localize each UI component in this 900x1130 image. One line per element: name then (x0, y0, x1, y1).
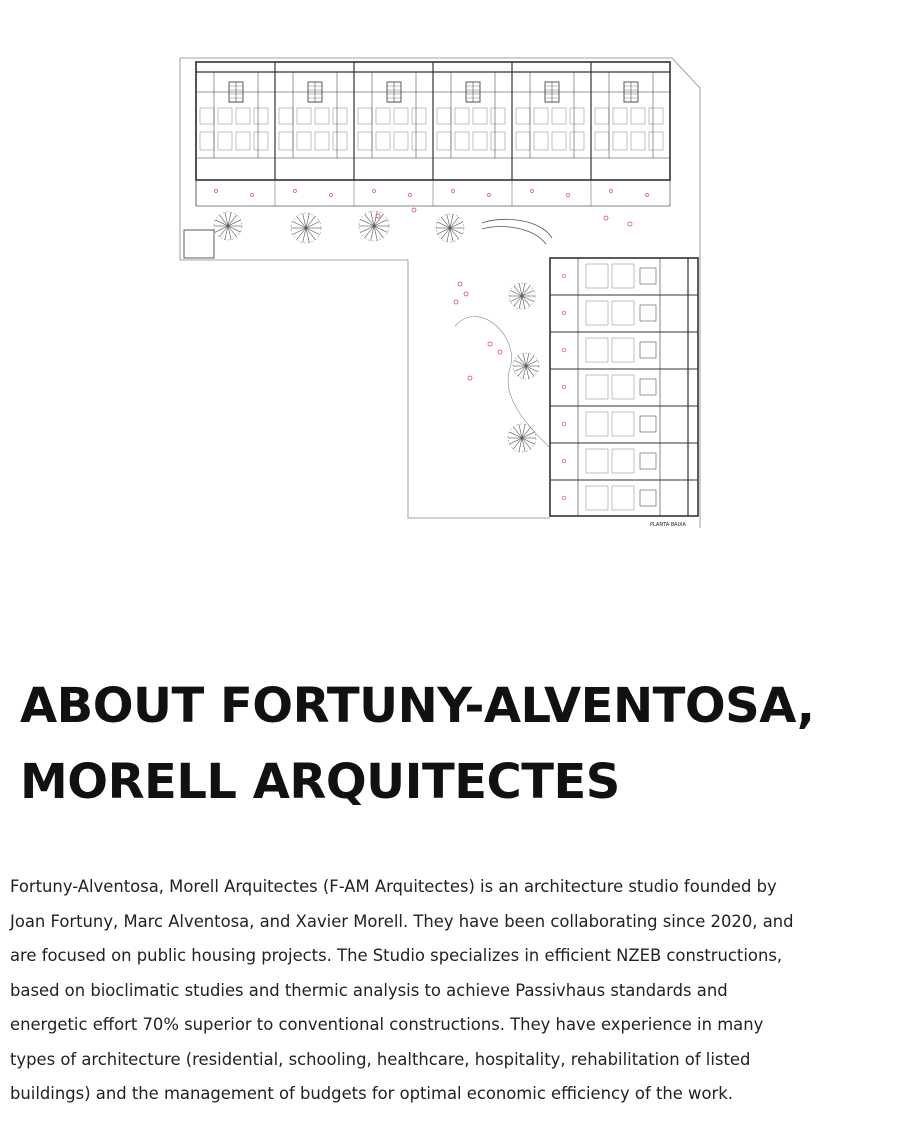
description-line: are focused on public housing projects. The Studio specializes in efficient NZEB constructions, (10, 946, 783, 965)
description-line: buildings) and the management of budgets for optimal economic efficiency of the work. (10, 1084, 733, 1103)
description-line: Fortuny-Alventosa, Morell Arquitectes (F-AM Arquitectes) is an architecture studio founded by (10, 877, 777, 896)
description-line: based on bioclimatic studies and thermic analysis to achieve Passivhaus standards and (10, 980, 728, 1000)
description-line: energetic effort 70% superior to conventional constructions. They have experience in many (10, 1015, 764, 1034)
description-line: Joan Fortuny, Marc Alventosa, and Xavier Morell. They have been collaborating since 2020, and (10, 911, 794, 931)
studio-description (10, 870, 892, 1112)
drawing-caption: PLANTA BAIXA (650, 522, 686, 528)
description-line: types of architecture (residential, schooling, healthcare, hospitality, rehabilitation of listed (10, 1049, 751, 1069)
heading-line: MORELL ARQUITECTES (20, 754, 620, 810)
floor-plan-drawing (160, 48, 712, 536)
heading-line: ABOUT FORTUNY-ALVENTOSA, (20, 678, 815, 734)
section-heading (20, 668, 815, 820)
